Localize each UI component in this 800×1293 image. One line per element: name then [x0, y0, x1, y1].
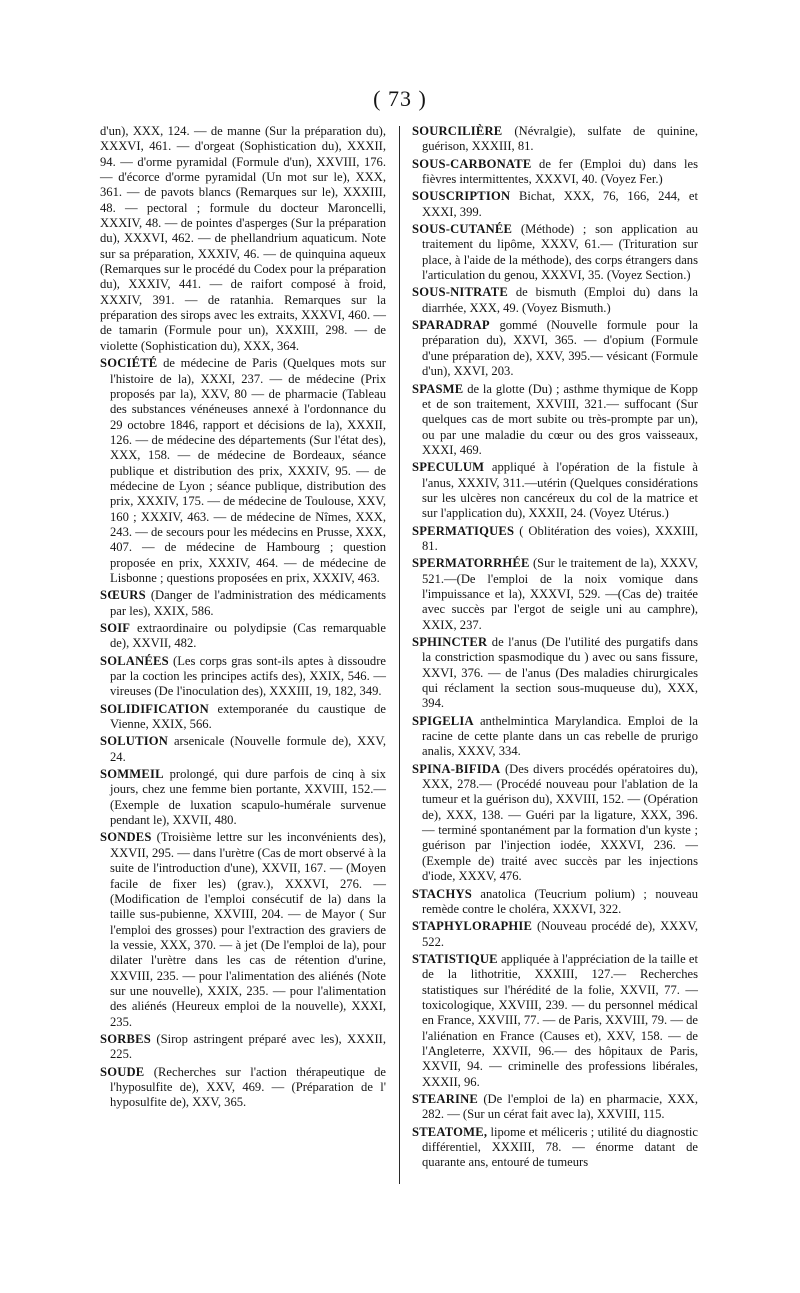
entry-headword: SŒURS	[100, 588, 146, 603]
index-entry	[412, 222, 698, 283]
index-entry	[412, 318, 698, 379]
index-entry	[100, 588, 386, 619]
entry-headword: SPERMATORRHÉE	[412, 556, 530, 571]
entry-headword: STACHYS	[412, 886, 472, 901]
entry-headword: SOCIÉTÉ	[100, 356, 158, 371]
index-entry	[100, 1032, 386, 1063]
index-entry	[412, 635, 698, 712]
entry-text: (Danger de l'administration des médicaments par les), XXIX, 586.	[110, 588, 386, 618]
entry-headword: SOMMEIL	[100, 767, 164, 782]
entry-text: de l'anus (De l'utilité des purgatifs dans la constriction spasmodique du ) avec ou sans fissure, XXVI, 376. — de l'anus (Des maladies chirurgicales qui réclament la section sous-muqueuse du), XXX, 394.	[422, 635, 698, 711]
index-entry	[412, 952, 698, 1090]
entry-headword: SPINA-BIFIDA	[412, 761, 501, 776]
entry-text: (Sur le traitement de la), XXXV, 521.—(De l'emploi de la noix vomique dans l'impuissance et la), XXXVI, 529. —(Cas de) traitée avec succès par l'ergot de seigle uni au camphre), XXIX, 237.	[422, 556, 698, 632]
right-column	[412, 124, 698, 1173]
entry-headword: SOLUTION	[100, 734, 169, 749]
index-entry	[100, 654, 386, 700]
index-entry	[412, 189, 698, 220]
page-number: ( 73 )	[373, 86, 427, 111]
index-entry	[100, 124, 386, 354]
entry-text: de bismuth (Emploi du) dans la diarrhée, XXX, 49. (Voyez Bismuth.)	[422, 285, 698, 315]
entry-headword: STAPHYLORAPHIE	[412, 919, 533, 934]
entry-text: de fer (Emploi du) dans les fièvres intermittentes, XXXVI, 40. (Voyez Fer.)	[422, 156, 698, 187]
index-entry	[100, 830, 386, 1029]
index-entry	[100, 1065, 386, 1111]
entry-text: ( Oblitération des voies), XXXIII, 81.	[422, 523, 698, 553]
entry-headword: SONDES	[100, 830, 152, 845]
index-entry	[412, 714, 698, 760]
index-entry	[412, 460, 698, 521]
entry-text: extemporanée du caustique de Vienne, XXIX, 566.	[110, 701, 387, 732]
entry-headword: SOURCILIÈRE	[412, 124, 503, 138]
entry-headword: SOUSCRIPTION	[412, 189, 511, 204]
entry-text: (Troisième lettre sur les inconvénients des), XXVII, 295. — dans l'urètre (Cas de mort observé à la suite de l'introduction d'une), XXVII, 167. — (Moyen facile de fixer les) (grav.), XXXVI, 276. — (Modification de l'emploi consécutif de la) dans la taille sus-pubienne, XXVIII, 204. — de Mayor ( Sur l'emploi des grosses) pour l'extraction des graviers de la vessie, XXX, 370. — à jet (De l'emploi de la), pour dilater l'urètre dans les cas de rétention d'urine, XXVIII, 235. — pour l'alimentation des aliénés (Note sur une nouvelle), XXIX, 235. — pour l'alimentation des aliénés (Heureux emploi de la nouvelle), XXXI, 235.	[110, 830, 386, 1029]
entry-text: anthelmintica Marylandica. Emploi de la racine de cette plante dans un cas rebelle de prurigo analis, XXXV, 334.	[422, 713, 698, 759]
entry-text: de médecine de Paris (Quelques mots sur l'histoire de la), XXXI, 237. — de médecine (Prix proposés par la), XXV, 80 — de pharmacie (Tableau des substances vénéneuses annexé à l'ordonnance du 29 octobre 1846, rapport et décisions de la), XXXII, 126. — de médecine des départements (Sur l'état des), XXX, 158. — de médecine de Bordeaux, séance publique et distribution des prix, XXXIV, 95. — de médecine de Lyon ; séance publique, distribution des prix, XXXIV, 175. — de médecine de Toulouse, XXV, 160 ; XXXIV, 463. — de médecine de Nîmes, XXX, 243. — de secours pour les médecins en Prusse, XXX, 407. — de médecine de Hambourg ; question proposée en prix, XXXIV, 464. — de médecine de Lisbonne ; questions proposées en prix, XXXIV, 463.	[110, 356, 386, 585]
entry-headword: SOUS-NITRATE	[412, 285, 508, 300]
index-entry	[412, 762, 698, 885]
entry-headword: SORBES	[100, 1031, 151, 1046]
entry-headword: SPARADRAP	[412, 318, 490, 333]
entry-headword: STEATOME,	[412, 1124, 488, 1139]
entry-headword: SPECULUM	[412, 460, 485, 475]
index-entry	[100, 621, 386, 652]
entry-text: d'un), XXX, 124. — de manne (Sur la préparation du), XXXVI, 461. — d'orgeat (Sophistication du), XXXII, 94. — d'orme pyramidal (Formule d'un), XXVIII, 176. — d'écorce d'orme pyramidal (Un mot sur le), XXX, 361. — de pavots blancs (Remarques sur le), XXXIII, 48. — pectoral ; formule du docteur Maroncelli, XXXIV, 48. — de pointes d'asperges (Sur la préparation du), XXXVI, 462. — de phellandrium aquaticum. Note sur sa préparation, XXXIV, 46. — de quinquina aqueux (Remarques sur le procédé du Codex pour la préparation du), XXXIV, 441. — de raifort composé à froid, XXXIV, 391. — de ratanhia. Remarques sur la préparation des sirops avec les extraits, XXXVI, 460. — de tamarin (Formule pour un), XXXIII, 298. — de violette (Sophistication du), XXX, 364.	[100, 124, 386, 353]
index-entry	[412, 556, 698, 633]
index-entry	[412, 124, 698, 155]
entry-headword: SPERMATIQUES	[412, 523, 515, 538]
entry-text: (De l'emploi de la) en pharmacie, XXX, 282. — (Sur un cérat fait avec la), XXVIII, 115.	[422, 1091, 698, 1122]
entry-text: (Nouveau procédé de), XXXV, 522.	[422, 919, 698, 949]
entry-text: arsenicale (Nouvelle formule de), XXV, 24.	[110, 734, 386, 764]
entry-headword: STEARINE	[412, 1091, 478, 1106]
index-entry	[100, 356, 386, 586]
entry-text: appliquée à l'appréciation de la taille et de la lithotritie, XXXIII, 127.— Recherches statistiques sur l'hérédité de la folie, XXVII, 77. — toxicologique, XXVIII, 239. — du personnel médical en France, XXVIII, 77. — de Paris, XXVIII, 79. — de l'aliénation en France (Causes et), XXV, 158. — de l'Angleterre, XXVII, 96.— des hôpitaux de Paris, XXVII, 94. — criminelle des professions libérales, XXXII, 96.	[422, 951, 698, 1089]
index-entry	[412, 157, 698, 188]
index-entry	[100, 734, 386, 765]
entry-text: anatolica (Teucrium polium) ; nouveau remède contre le choléra, XXXVI, 322.	[422, 886, 698, 916]
column-divider	[399, 126, 400, 1184]
index-entry	[412, 919, 698, 950]
entry-text: lipome et méliceris ; utilité du diagnostic différentiel, XXXIII, 78. — énorme datant de quarante ans, entouré de tumeurs	[422, 1124, 698, 1170]
entry-text: (Névralgie), sulfate de quinine, guérison, XXXIII, 81.	[422, 124, 698, 154]
entry-headword: STATISTIQUE	[412, 951, 498, 966]
entry-text: prolongé, qui dure parfois de cinq à six jours, chez une femme bien portante, XXVIII, 152.—(Exemple de luxation scapulo-humérale survenue pendant le), XXVII, 480.	[110, 767, 386, 828]
entry-headword: SPASME	[412, 381, 464, 396]
entry-text: (Recherches sur l'action thérapeutique de l'hyposulfite de), XXV, 469. — (Préparation de l' hyposulfite de), XXV, 365.	[110, 1064, 386, 1110]
entry-headword: SOUDE	[100, 1064, 145, 1079]
entry-text: Bichat, XXX, 76, 166, 244, et XXXI, 399.	[422, 189, 698, 219]
entry-headword: SOUS-CARBONATE	[412, 156, 532, 171]
index-entry	[412, 382, 698, 459]
entry-headword: SOIF	[100, 621, 131, 635]
entry-headword: SOLANÉES	[100, 653, 169, 668]
entry-text: extraordinaire ou polydipsie (Cas remarquable de), XXVII, 482.	[110, 621, 386, 651]
index-entry	[412, 285, 698, 316]
entry-headword: SPHINCTER	[412, 635, 488, 649]
index-entry	[412, 524, 698, 555]
left-column	[100, 124, 386, 1113]
entry-text: (Les corps gras sont-ils aptes à dissoudre par la coction les principes actifs des), XXIX, 546. — vireuses (De l'inoculation des), XXXIII, 19, 182, 349.	[110, 653, 386, 699]
entry-headword: SOUS-CUTANÉE	[412, 222, 513, 237]
index-entry	[100, 767, 386, 828]
index-entry	[412, 1125, 698, 1171]
entry-text: appliqué à l'opération de la fistule à l'anus, XXXIV, 311.—utérin (Quelques considérations sur les ulcères non cancéreux du col de la matrice et sur l'application du), XXXII, 24. (Voyez Utérus.)	[422, 460, 699, 521]
entry-headword: SPIGELIA	[412, 713, 474, 728]
entry-text: gommé (Nouvelle formule pour la préparation du), XXVI, 365. — d'opium (Formule d'une préparation de), XXV, 395.— vésicant (Formule d'un), XXVI, 203.	[422, 318, 699, 379]
index-entry	[412, 887, 698, 918]
entry-text: de la glotte (Du) ; asthme thymique de Kopp et de son traitement, XXVIII, 321.— suffocant (Sur quelques cas de mort subite ou très-prompte par un), ou par une maladie du cœur ou des gros vaisseaux, XXXI, 469.	[422, 381, 698, 457]
index-entry	[100, 702, 386, 733]
entry-text: (Des divers procédés opératoires du), XXX, 278.— (Procédé nouveau pour l'ablation de la tumeur et la guérison du), XXVIII, 152. — (Opération de), XXX, 138. — Guéri par la ligature, XXX, 396. — terminé spontanément par la formation d'un kyste ; guérison par l'injection iodée, XXXVI, 236. — (Exemple de) traité avec succès par les injections d'iode, XXXV, 476.	[422, 761, 698, 884]
entry-text: (Méthode) ; son application au traitement du lipôme, XXXV, 61.— (Trituration sur place, à l'aide de la méthode), des corps étrangers dans l'articulation du genou, XXXVI, 35. (Voyez Section.)	[422, 222, 698, 283]
entry-text: (Sirop astringent préparé avec les), XXXII, 225.	[110, 1031, 386, 1062]
index-entry	[412, 1092, 698, 1123]
entry-headword: SOLIDIFICATION	[100, 701, 209, 716]
